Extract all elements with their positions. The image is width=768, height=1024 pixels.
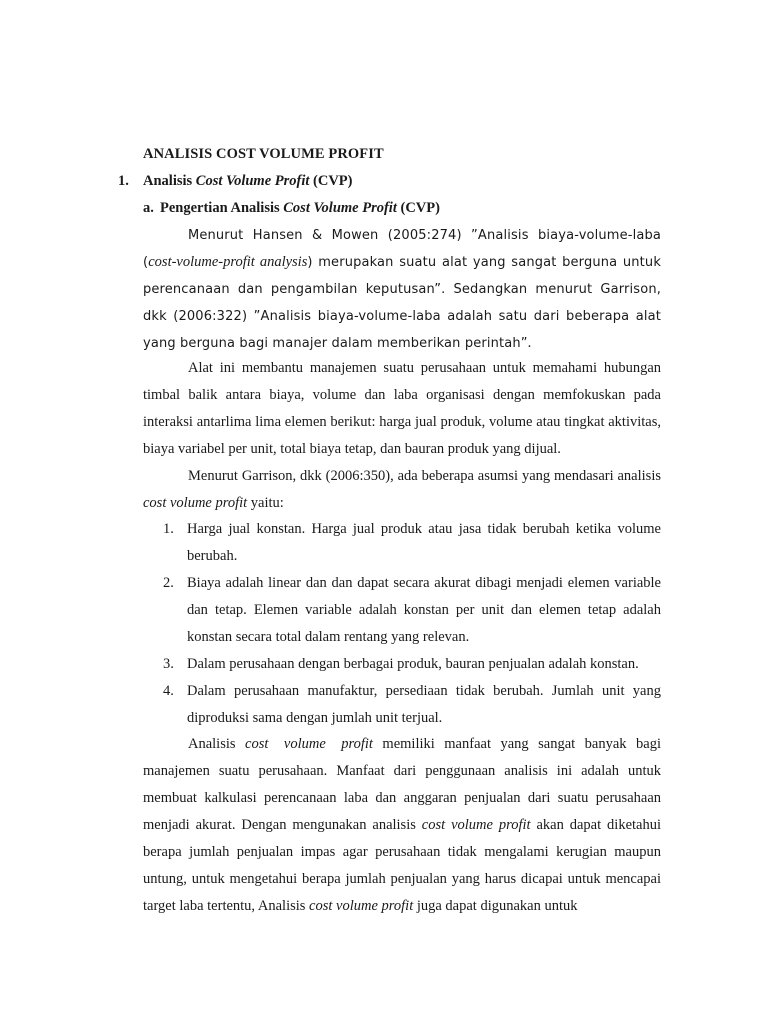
section-heading-italic: Cost Volume Profit	[195, 173, 310, 189]
paragraph-text: Menurut Hansen & Mowen (2005:274) ”Analisis biaya-volume-laba (	[143, 228, 661, 270]
paragraph-text: .	[527, 335, 532, 351]
paragraph-tool-description	[143, 355, 661, 463]
paragraph-definition	[143, 222, 661, 357]
paragraph-italic: cost volume profit	[309, 898, 414, 914]
section-heading-suffix: (CVP)	[309, 173, 353, 189]
list-item-number: 3.	[163, 656, 174, 672]
paragraph-italic: cost volume profit	[143, 495, 248, 511]
list-item-number: 2.	[163, 575, 174, 591]
paragraph-text: memiliki manfaat yang sangat banyak bagi manajemen suatu perusahaan. Manfaat dari penggunaan analisis ini adalah untuk membuat kalkulasi perencanaan laba dan anggaran penjualan dari suatu perusahaan menjadi akurat. Dengan mengunakan analisis	[143, 736, 662, 833]
list-item-text: Biaya adalah linear dan dan dapat secara akurat dibagi menjadi elemen variable dan tetap. Elemen variable adalah konstan per unit dan elemen tetap adalah konstan secara total dalam rentang yang relevan.	[187, 575, 661, 645]
subsection-heading-a	[143, 200, 440, 217]
subsection-letter: a.	[143, 200, 154, 216]
section-heading-1	[118, 173, 353, 190]
paragraph-text: ) merupakan suatu alat yang sangat berguna untuk perencanaan dan pengambilan keputusan”	[143, 255, 661, 297]
list-item	[163, 678, 661, 732]
paragraph-text: Alat ini membantu manajemen suatu perusahaan untuk memahami hubungan timbal balik antara biaya, volume dan laba organisasi dengan memfokuskan pada interaksi antarlima lima elemen berikut: harga jual produk, volume atau tingkat aktivitas, biaya variabel per unit, total biaya tetap, dan bauran produk yang dijual.	[143, 360, 661, 457]
paragraph-text: juga dapat digunakan untuk	[413, 898, 578, 914]
paragraph-italic: cost volume profit	[421, 817, 531, 833]
paragraph-benefits	[143, 731, 661, 920]
paragraph-text: Menurut Garrison, dkk (2006:350), ada beberapa asumsi yang mendasari analisis	[188, 468, 661, 484]
list-item-number: 1.	[163, 521, 174, 537]
subsection-heading-text: Pengertian Analisis	[160, 200, 284, 216]
document-title: ANALISIS COST VOLUME PROFIT	[143, 146, 384, 162]
paragraph-text: yaitu:	[247, 495, 284, 511]
list-item-number: 4.	[163, 683, 174, 699]
assumptions-list	[163, 516, 661, 732]
list-item-text: Harga jual konstan. Harga jual produk atau jasa tidak berubah ketika volume berubah.	[187, 521, 661, 564]
paragraph-italic: cost-volume-profit analysis	[148, 254, 308, 270]
list-item	[163, 516, 661, 570]
paragraph-text: akan dapat diketahui berapa jumlah penjualan impas agar perusahaan tidak mengalami kerugian maupun untung, untuk mengetahui berapa jumlah penjualan yang harus dicapai untuk mencapai target laba tertentu, Analisis	[143, 817, 662, 914]
section-number: 1.	[118, 173, 129, 189]
list-item-text: Dalam perusahaan manufaktur, persediaan tidak berubah. Jumlah unit yang diproduksi sama dengan jumlah unit terjual.	[187, 683, 661, 726]
paragraph-italic: cost volume profit	[245, 736, 373, 752]
section-heading-text: Analisis	[143, 173, 196, 189]
list-item-text: Dalam perusahaan dengan berbagai produk, bauran penjualan adalah konstan.	[187, 656, 639, 672]
subsection-heading-italic: Cost Volume Profit	[283, 200, 397, 216]
paragraph-text: . Sedangkan menurut Garrison, dkk (2006:322) ”Analisis biaya-volume-laba adalah satu dari beberapa alat yang berguna bagi manajer dalam memberikan perintah”	[143, 282, 661, 351]
list-item	[163, 570, 661, 651]
list-item	[163, 651, 661, 678]
subsection-heading-suffix: (CVP)	[396, 200, 440, 216]
paragraph-assumptions-intro	[143, 463, 661, 517]
paragraph-text: Analisis	[188, 736, 246, 752]
